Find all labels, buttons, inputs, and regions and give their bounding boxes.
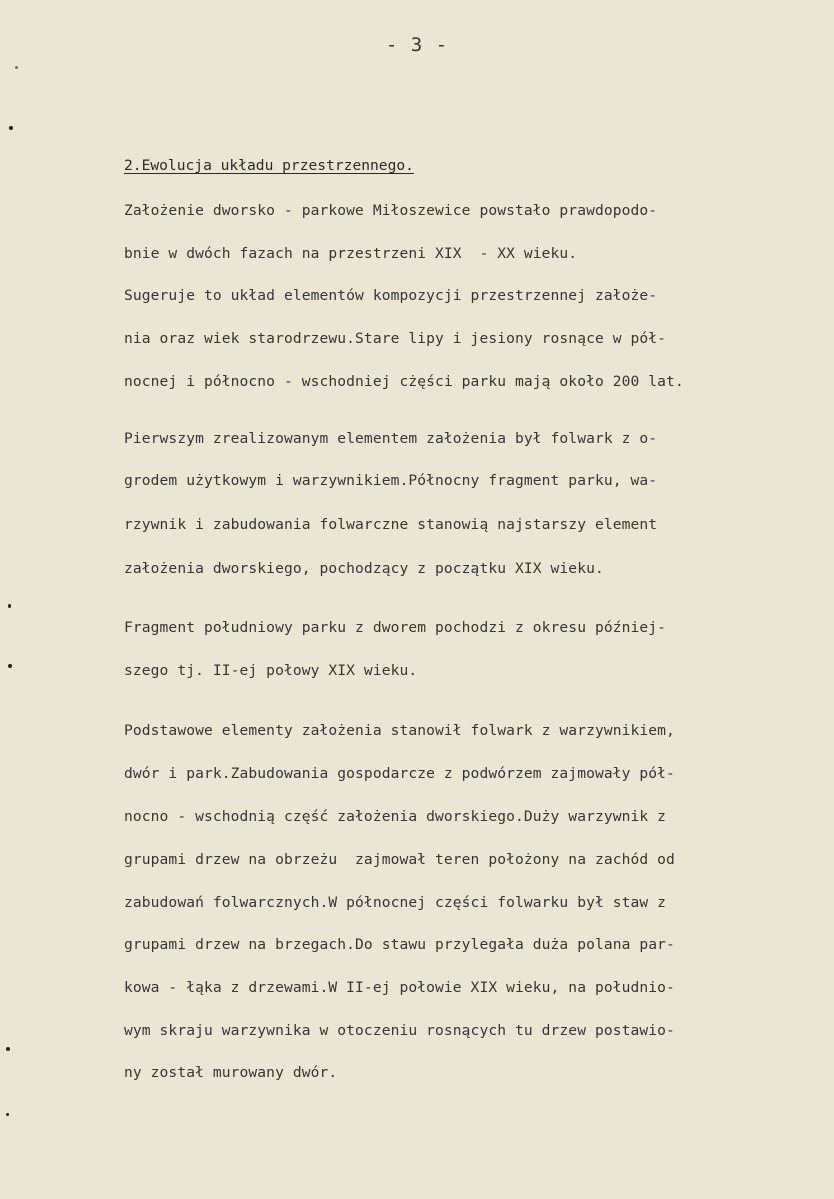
- text-line: bnie w dwóch fazach na przestrzeni XIX - XX wieku.: [124, 245, 578, 262]
- margin-mark: [6, 1047, 10, 1051]
- section-heading: 2.Ewolucja układu przestrzennego.: [124, 157, 414, 174]
- margin-mark: [8, 664, 12, 668]
- margin-mark: [6, 1113, 9, 1116]
- page-number: - 3 -: [385, 34, 449, 56]
- text-line: nia oraz wiek starodrzewu.Stare lipy i jesiony rosnące w pół-: [124, 330, 667, 347]
- text-line: nocnej i północno - wschodniej cżęści parku mają około 200 lat.: [124, 373, 684, 390]
- text-line: Sugeruje to układ elementów kompozycji przestrzennej założe-: [124, 287, 658, 304]
- text-line: grodem użytkowym i warzywnikiem.Północny fragment parku, wa-: [124, 472, 658, 489]
- text-line: Podstawowe elementy założenia stanowił folwark z warzywnikiem,: [124, 722, 675, 739]
- text-line: nocno - wschodnią część założenia dworskiego.Duży warzywnik z: [124, 808, 667, 825]
- text-line: Pierwszym zrealizowanym elementem założenia był folwark z o-: [124, 430, 658, 447]
- text-line: grupami drzew na brzegach.Do stawu przylegała duża polana par-: [124, 936, 675, 953]
- text-line: kowa - łąka z drzewami.W II-ej połowie XIX wieku, na południo-: [124, 979, 675, 996]
- margin-mark: [8, 604, 11, 608]
- text-line: Fragment południowy parku z dworem pochodzi z okresu później-: [124, 619, 667, 636]
- text-line: grupami drzew na obrzeżu zajmował teren położony na zachód od: [124, 851, 675, 868]
- text-line: ny został murowany dwór.: [124, 1064, 338, 1081]
- text-line: rzywnik i zabudowania folwarczne stanowią najstarszy element: [124, 516, 658, 533]
- margin-mark: [9, 126, 13, 130]
- text-line: założenia dworskiego, pochodzący z początku XIX wieku.: [124, 560, 604, 577]
- text-line: szego tj. II-ej połowy XIX wieku.: [124, 662, 418, 679]
- text-line: Założenie dworsko - parkowe Miłoszewice powstało prawdopodo-: [124, 202, 658, 219]
- text-line: dwór i park.Zabudowania gospodarcze z podwórzem zajmowały pół-: [124, 765, 675, 782]
- text-line: wym skraju warzywnika w otoczeniu rosnących tu drzew postawio-: [124, 1022, 675, 1039]
- text-line: zabudowań folwarcznych.W północnej części folwarku był staw z: [124, 894, 667, 911]
- margin-mark: [15, 66, 18, 69]
